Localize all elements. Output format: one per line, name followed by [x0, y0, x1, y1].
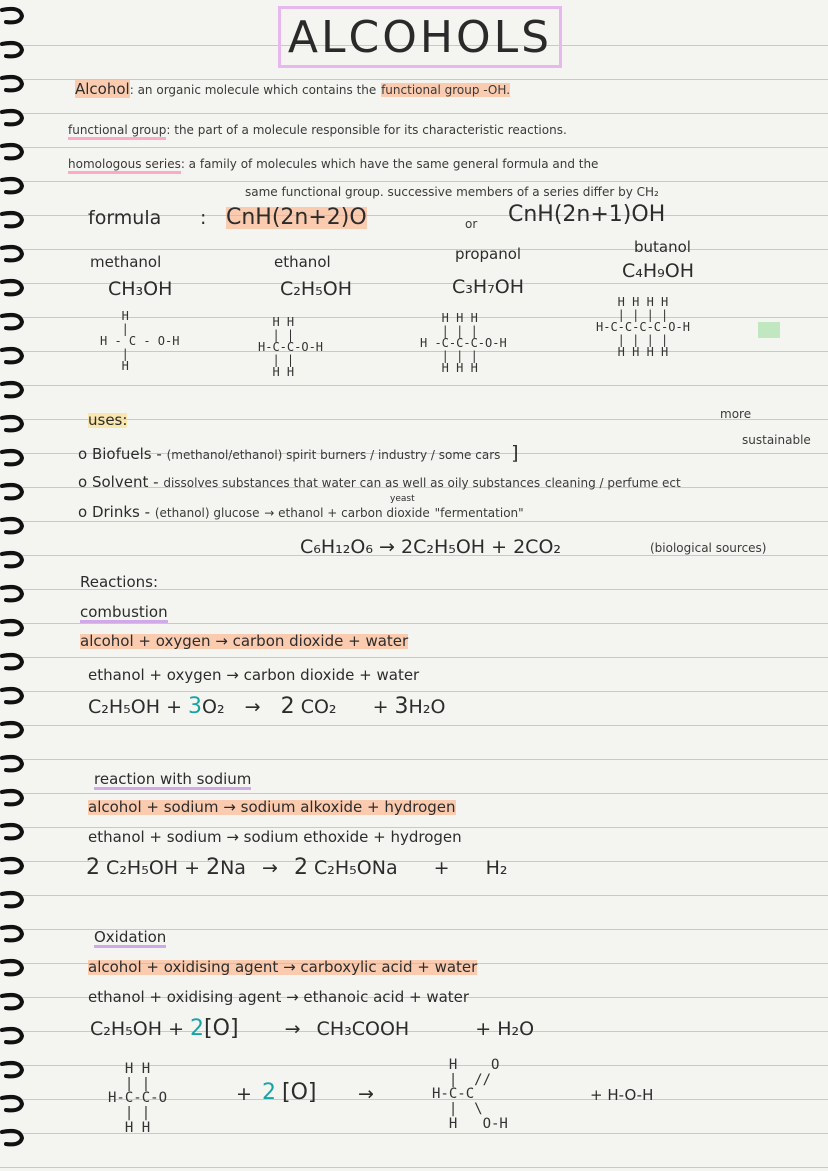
use-dash: -: [144, 503, 151, 521]
use-extra: cleaning / perfume ect: [544, 476, 681, 490]
homologous-term: homologous series: [68, 157, 181, 174]
page-title: ALCOHOLS: [278, 6, 562, 68]
use-item: [78, 505, 524, 520]
alcohol-name: butanol: [634, 238, 691, 256]
use-label: Biofuels: [91, 445, 152, 463]
eq-water: H₂O: [408, 696, 446, 718]
use-dash: -: [153, 473, 159, 491]
homologous-text-continued: same functional group. successive members of a series differ by CH₂: [245, 185, 659, 199]
formula-label: formula: [88, 207, 162, 229]
eq-ethanol: C₂H₅OH +: [90, 1018, 184, 1040]
eq-coefficient: 2: [206, 855, 221, 880]
alcohol-text: : an organic molecule which contains the: [129, 83, 377, 97]
reactions-heading: Reactions:: [80, 573, 159, 591]
uses-sustainable: sustainable: [742, 433, 811, 447]
eq-coefficient: 2: [86, 855, 100, 880]
alcohol-formula: CH₃OH: [108, 278, 173, 300]
alcohol-name: propanol: [455, 245, 522, 263]
spiral-rings: [0, 0, 30, 1171]
eq-ethanol: C₂H₅OH +: [88, 696, 182, 718]
eq-carbon-dioxide: CO₂: [300, 696, 337, 718]
ethanoic-acid-structure: H O | // H-C-C | \ H O-H: [432, 1057, 508, 1132]
oh-highlight: [758, 322, 780, 338]
formula-colon: :: [200, 207, 207, 229]
homologous-definition: [68, 155, 598, 171]
eq-sodium-ethoxide: C₂H₅ONa: [314, 857, 398, 879]
use-extra: "fermentation": [434, 506, 524, 520]
functional-group-text: : the part of a molecule responsible for its characteristic reactions.: [166, 123, 567, 137]
alcohol-name: methanol: [90, 253, 162, 271]
alcohol-formula: C₂H₅OH: [280, 278, 353, 300]
eq-coefficient: 2: [293, 855, 308, 880]
oxidation-symbol-equation: [90, 1018, 534, 1040]
use-label: Solvent: [91, 473, 149, 491]
eq-coefficient: 2: [190, 1016, 205, 1041]
eq-plus: +: [372, 696, 389, 718]
fermentation-equation: C₆H₁₂O₆ → 2C₂H₅OH + 2CO₂: [300, 536, 562, 558]
eq-ethanol: C₂H₅OH +: [106, 857, 201, 879]
combustion-heading: combustion: [80, 603, 168, 621]
eq-arrow: →: [244, 696, 261, 718]
propanol-structure: H H H | | | H -C-C-C-O-H | | | H H H: [420, 311, 507, 376]
eq-coefficient: 3: [188, 694, 203, 719]
functional-group-definition: [68, 121, 567, 137]
combustion-general: alcohol + oxygen → carbon dioxide + water: [80, 632, 409, 650]
eq-arrow: →: [262, 857, 278, 879]
formula-or: or: [465, 217, 478, 231]
alcohol-definition: [75, 82, 510, 97]
combustion-word-equation: ethanol + oxygen → carbon dioxide + water: [88, 666, 420, 684]
general-formula-1: CnH(2n+2)O: [226, 205, 367, 230]
eq-sodium: Na: [220, 857, 246, 879]
oxidation-word-equation: ethanol + oxidising agent → ethanoic acid + water: [88, 988, 470, 1006]
use-detail: (methanol/ethanol) spirit burners / industry / some cars: [166, 448, 501, 462]
bullet: o: [78, 445, 88, 463]
functional-group-term: functional group: [68, 123, 166, 140]
eq-hydrogen: H₂: [485, 857, 508, 879]
alcohol-formula: C₃H₇OH: [452, 276, 525, 298]
oxidation-structure-plus: +: [236, 1083, 252, 1105]
eq-ethanoic-acid: CH₃COOH: [316, 1018, 410, 1040]
uses-more: more: [720, 407, 752, 421]
uses-heading: uses:: [88, 411, 128, 429]
alcohol-term: Alcohol: [75, 80, 130, 98]
use-detail-2: → ethanol + carbon dioxide: [264, 506, 430, 520]
oxidation-structure-oxygen: [O]: [282, 1080, 317, 1105]
ethanol-structure: H H | | H-C-C-O-H | | H H: [258, 315, 324, 380]
water-structure: + H-O-H: [590, 1086, 654, 1104]
general-formula-2: CnH(2n+1)OH: [508, 202, 666, 227]
butanol-structure: H H H H | | | | H-C-C-C-C-O-H | | | | H H H H: [596, 295, 690, 360]
alcohol-formula: C₄H₉OH: [622, 260, 695, 282]
eq-water: + H₂O: [475, 1018, 535, 1040]
oxidation-structure-coefficient: 2: [262, 1080, 276, 1105]
combustion-symbol-equation: [88, 696, 445, 718]
eq-oxidising-agent: [O]: [204, 1016, 239, 1041]
eq-plus: +: [433, 857, 450, 879]
bullet: o: [78, 473, 88, 491]
use-dash: -: [156, 445, 162, 463]
sodium-symbol-equation: [86, 857, 508, 879]
eq-oxygen: O₂: [202, 696, 225, 718]
eq-arrow: →: [284, 1018, 301, 1040]
ethanol-structure-oxidation: H H | | H-C-C-O | | H H: [108, 1061, 168, 1136]
sodium-word-equation: ethanol + sodium → sodium ethoxide + hydrogen: [88, 828, 462, 846]
bullet: o: [78, 503, 88, 521]
alcohol-functional-group-highlight: functional group -OH.: [381, 83, 511, 97]
use-item: [78, 444, 519, 463]
homologous-text: : a family of molecules which have the same general formula and the: [180, 157, 599, 171]
spiral-binding: [0, 0, 30, 1171]
yeast-note: yeast: [390, 494, 415, 504]
oxidation-general: alcohol + oxidising agent → carboxylic acid + water: [88, 958, 478, 976]
oxidation-heading: Oxidation: [94, 928, 167, 946]
use-detail: (ethanol) glucose: [154, 506, 260, 520]
oxidation-structure-arrow: →: [358, 1083, 374, 1105]
eq-coefficient: 2: [280, 694, 295, 719]
bracket: ]: [511, 442, 519, 464]
sodium-general: alcohol + sodium → sodium alkoxide + hydrogen: [88, 798, 456, 816]
sodium-reaction-heading: reaction with sodium: [94, 770, 252, 788]
eq-coefficient: 3: [394, 694, 409, 719]
fermentation-note: (biological sources): [650, 541, 767, 555]
use-item: [78, 475, 681, 490]
use-label: Drinks: [91, 503, 140, 521]
methanol-structure: H | H - C - O-H | H: [100, 309, 180, 374]
alcohol-name: ethanol: [274, 253, 331, 271]
use-detail: dissolves substances that water can as well as oily substances: [163, 476, 541, 490]
